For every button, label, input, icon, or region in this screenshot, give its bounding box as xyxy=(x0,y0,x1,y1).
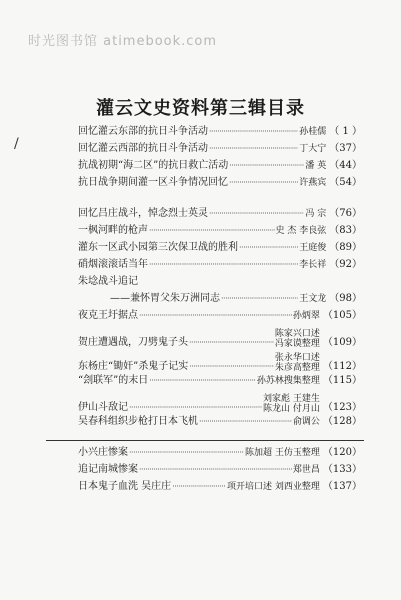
toc-entry xyxy=(78,375,362,392)
dot-leader xyxy=(209,208,304,220)
entry-author: 王文龙 xyxy=(299,294,327,304)
toc-entry xyxy=(78,259,362,276)
entry-author: 郑世昌 xyxy=(292,465,320,475)
dot-leader xyxy=(139,464,292,476)
entry-author: 陈加超 王仿玉整理 xyxy=(245,448,320,458)
entry-author: 史 杰 李良弦 xyxy=(275,226,327,236)
toc-row xyxy=(78,160,362,172)
entry-page: （92） xyxy=(329,259,362,270)
toc-row xyxy=(78,259,362,271)
toc-row xyxy=(78,464,362,476)
toc-row xyxy=(78,351,362,373)
dot-leader xyxy=(149,225,275,237)
dot-leader xyxy=(139,310,292,322)
entry-title: 抗日战争期间灌一区斗争情况回忆 xyxy=(78,177,228,188)
toc-entry xyxy=(78,293,362,310)
entry-page: （83） xyxy=(329,225,362,236)
dot-leader xyxy=(209,126,298,138)
entry-title: 一枫河畔的枪声 xyxy=(78,225,148,236)
toc-entry xyxy=(78,447,362,464)
entry-page: （123） xyxy=(322,402,362,413)
toc-row xyxy=(78,225,362,237)
entry-title: 灌东一区武小园第三次保卫战的胜利 xyxy=(78,242,238,253)
entry-page: （ 1 ） xyxy=(329,126,362,137)
entry-page: （105） xyxy=(322,310,362,321)
entry-author: 孙苏林搜集整理 xyxy=(256,376,320,386)
entry-page: （76） xyxy=(329,208,362,219)
toc-entry xyxy=(78,351,362,375)
entry-page: （115） xyxy=(322,375,362,386)
entry-title: 朱埝战斗追记 xyxy=(78,276,138,287)
group-gap xyxy=(78,194,362,208)
toc-row xyxy=(78,276,362,288)
entry-author: 俞调公 xyxy=(292,417,320,427)
entry-title: ——兼怀胃父朱万洲同志 xyxy=(110,293,220,304)
dot-leader xyxy=(221,293,298,305)
entry-author: 项开培口述 刘西业整理 xyxy=(227,482,320,492)
entry-page: （128） xyxy=(322,416,362,427)
dot-leader xyxy=(229,160,304,172)
toc-row xyxy=(78,208,362,220)
entry-page: （137） xyxy=(322,481,362,492)
dot-leader xyxy=(149,375,256,387)
entry-author: 王庭俊 xyxy=(299,243,327,253)
watermark: 时光图书馆 atimebook.com xyxy=(28,34,218,49)
entry-title: 吴春科组织步枪打日本飞机 xyxy=(78,416,198,427)
entry-page: （89） xyxy=(329,242,362,253)
entry-title: 伊山斗敌记 xyxy=(78,402,128,413)
toc-row xyxy=(78,392,362,414)
entry-author: 孙炳翠 xyxy=(292,311,320,321)
entry-author: 冯 宗 xyxy=(305,209,327,219)
toc-row xyxy=(78,375,362,387)
dot-leader xyxy=(129,402,262,414)
entry-author: 丁大宁 xyxy=(299,144,327,154)
section-divider xyxy=(46,440,364,441)
entry-title: 夜克王圩据点 xyxy=(78,310,138,321)
toc-row xyxy=(78,416,362,428)
toc-entry xyxy=(78,143,362,160)
entry-title: 贺庄遭遇战，刀劈鬼子头 xyxy=(78,337,188,348)
entry-author: 陈家兴口述 冯家谟整理 xyxy=(274,329,320,349)
entry-page: （133） xyxy=(322,464,362,475)
toc-entry xyxy=(78,276,362,293)
page-title: 灌云文史资料第三辑目录 xyxy=(96,98,305,119)
entry-title: 回忆灌云东部的抗日斗争活动 xyxy=(78,126,208,137)
dot-leader xyxy=(189,337,274,349)
dot-leader xyxy=(149,259,298,271)
entry-page: （98） xyxy=(329,293,362,304)
toc-row xyxy=(78,310,362,322)
entry-author: 刘家彪 王建生 陈龙山 付月山 xyxy=(263,394,320,414)
toc-row xyxy=(78,143,362,155)
entry-page: （54） xyxy=(329,177,362,188)
dot-leader xyxy=(129,447,244,459)
toc-row xyxy=(78,327,362,349)
table-of-contents xyxy=(78,126,362,498)
toc-entry xyxy=(78,160,362,177)
toc-row xyxy=(78,177,362,189)
toc-entry xyxy=(78,416,362,433)
toc-entry xyxy=(78,481,362,498)
entry-title: 硝烟滚滚话当年 xyxy=(78,259,148,270)
entry-author: 张永华口述 朱彦高整理 xyxy=(274,353,320,373)
toc-entry xyxy=(78,126,362,143)
toc-row xyxy=(78,447,362,459)
entry-title: “刽联军”的末日 xyxy=(78,375,149,386)
entry-page: （44） xyxy=(329,160,362,171)
entry-author: 孙桂儒 xyxy=(299,127,327,137)
toc-row xyxy=(78,293,362,305)
entry-page: （109） xyxy=(322,337,362,348)
entry-author: 潘 英 xyxy=(305,161,327,171)
entry-title: 抗战初期“海二区”的抗日救亡活动 xyxy=(78,160,229,171)
toc-entry xyxy=(78,177,362,194)
entry-title: 日本鬼子血洗 吴庄庄 xyxy=(78,481,172,492)
dot-leader xyxy=(199,416,292,428)
dot-leader xyxy=(172,481,226,493)
entry-page: （37） xyxy=(329,143,362,154)
toc-entry xyxy=(78,242,362,259)
dot-leader xyxy=(239,242,298,254)
dot-leader xyxy=(229,177,298,189)
entry-title: 东杨庄“锄奸”杀鬼子记实 xyxy=(78,361,189,372)
dot-leader xyxy=(209,143,298,155)
toc-row xyxy=(78,481,362,493)
toc-entry xyxy=(78,392,362,416)
entry-title: 小兴庄惨案 xyxy=(78,447,128,458)
entry-title: 回忆灌云西部的抗日斗争活动 xyxy=(78,143,208,154)
entry-title: 回忆吕庄战斗，悼念烈士英灵 xyxy=(78,208,208,219)
entry-author: 许燕宾 xyxy=(299,178,327,188)
margin-mark: / xyxy=(14,136,19,152)
dot-leader xyxy=(189,361,274,373)
toc-row xyxy=(78,126,362,138)
toc-row xyxy=(78,242,362,254)
toc-entry xyxy=(78,327,362,351)
toc-entry xyxy=(78,464,362,481)
toc-entry xyxy=(78,225,362,242)
toc-entry xyxy=(78,208,362,225)
toc-entry xyxy=(78,310,362,327)
entry-author: 李长祥 xyxy=(299,260,327,270)
entry-title: 追记南城惨案 xyxy=(78,464,138,475)
entry-page: （120） xyxy=(322,447,362,458)
entry-page: （112） xyxy=(322,361,362,372)
